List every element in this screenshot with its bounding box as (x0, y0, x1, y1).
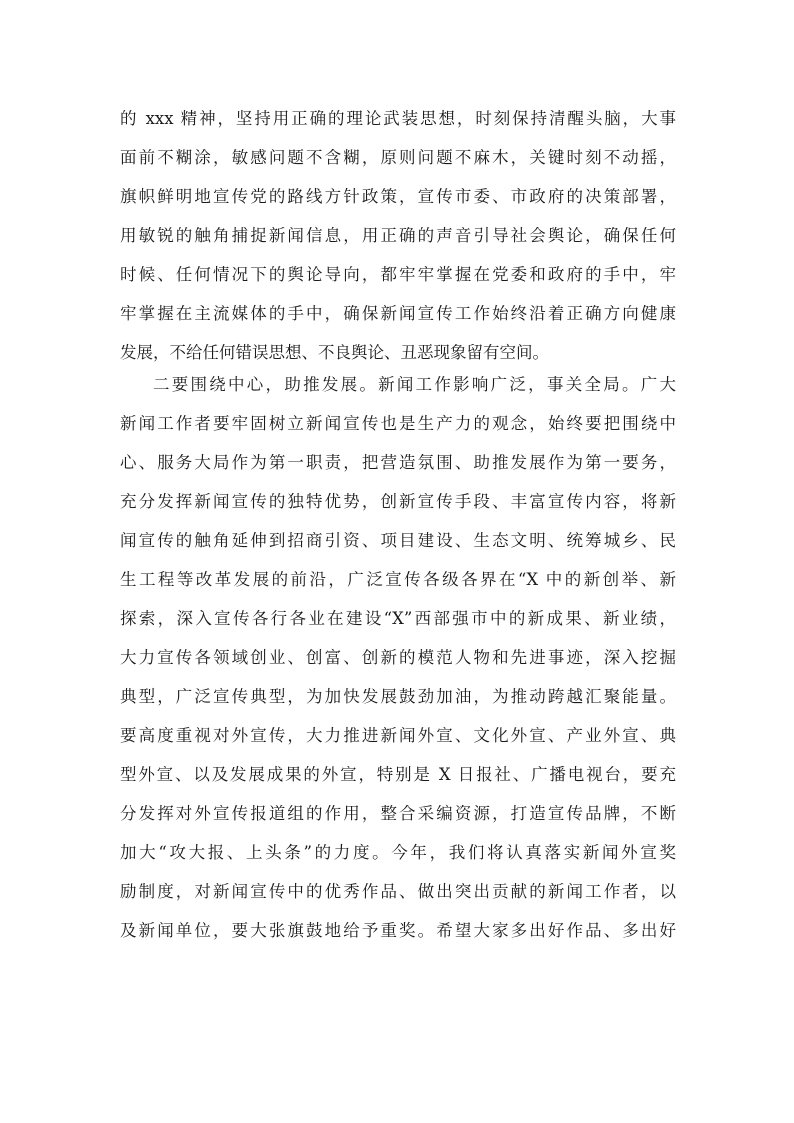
paragraph-line: 的 xxx 精神，坚持用正确的理论武装思想，时刻保持清醒头脑，大事 (120, 109, 676, 128)
paragraph-line: 探索，深入宣传各行各业在建设“X”西部强市中的新成果、新业绩， (120, 609, 676, 628)
paragraph-line: 面前不糊涂，敏感问题不含糊，原则问题不麻木，关键时刻不动摇， (120, 148, 676, 167)
paragraph-line: 大力宣传各领域创业、创富、创新的模范人物和先进事迹，深入挖掘 (120, 648, 676, 667)
paragraph-line: 新闻工作者要牢固树立新闻宣传也是生产力的观念，始终要把围绕中 (120, 414, 676, 433)
paragraph-line: 要高度重视对外宣传，大力推进新闻外宣、文化外宣、产业外宣、典 (120, 726, 676, 745)
paragraph-line: 典型，广泛宣传典型，为加快发展鼓劲加油，为推动跨越汇聚能量。 (120, 687, 676, 706)
paragraph-line: 加大“攻大报、上头条”的力度。今年，我们将认真落实新闻外宣奖 (120, 843, 676, 862)
paragraph-line: 励制度，对新闻宣传中的优秀作品、做出突出贡献的新闻工作者，以 (120, 882, 676, 901)
paragraph-line: 型外宣、以及发展成果的外宣，特别是 X 日报社、广播电视台，要充 (120, 765, 676, 784)
paragraph-line: 发展，不给任何错误思想、不良舆论、丑恶现象留有空间。 (120, 343, 549, 362)
paragraph-line: 二要围绕中心，助推发展。新闻工作影响广泛，事关全局。广大 (153, 375, 676, 394)
paragraph-line: 心、服务大局作为第一职责，把营造氛围、助推发展作为第一要务， (120, 453, 676, 472)
paragraph-line (120, 989, 676, 1028)
paragraph-line: 闻宣传的触角延伸到招商引资、项目建设、生态文明、统筹城乡、民 (120, 531, 676, 550)
paragraph-line: 用敏锐的触角捕捉新闻信息，用正确的声音引导社会舆论，确保任何 (120, 226, 676, 245)
paragraph-line: 及新闻单位，要大张旗鼓地给予重奖。希望大家多出好作品、多出好 (120, 921, 676, 940)
paragraph-line: 充分发挥新闻宣传的独特优势，创新宣传手段、丰富宣传内容，将新 (120, 492, 676, 511)
paragraph-1 (120, 99, 676, 372)
paragraph-line: 分发挥对外宣传报道组的作用，整合采编资源，打造宣传品牌，不断 (120, 804, 676, 823)
paragraph-line (120, 950, 676, 989)
paragraph-line: 生工程等改革发展的前沿，广泛宣传各级各界在“X 中的新创举、新 (120, 570, 676, 589)
paragraph-2 (120, 365, 676, 1028)
paragraph-line: 牢掌握在主流媒体的手中，确保新闻宣传工作始终沿着正确方向健康 (120, 304, 676, 323)
paragraph-line: 时候、任何情况下的舆论导向，都牢牢掌握在党委和政府的手中，牢 (120, 265, 676, 284)
paragraph-line: 旗帜鲜明地宣传党的路线方针政策，宣传市委、市政府的决策部署， (120, 187, 676, 206)
